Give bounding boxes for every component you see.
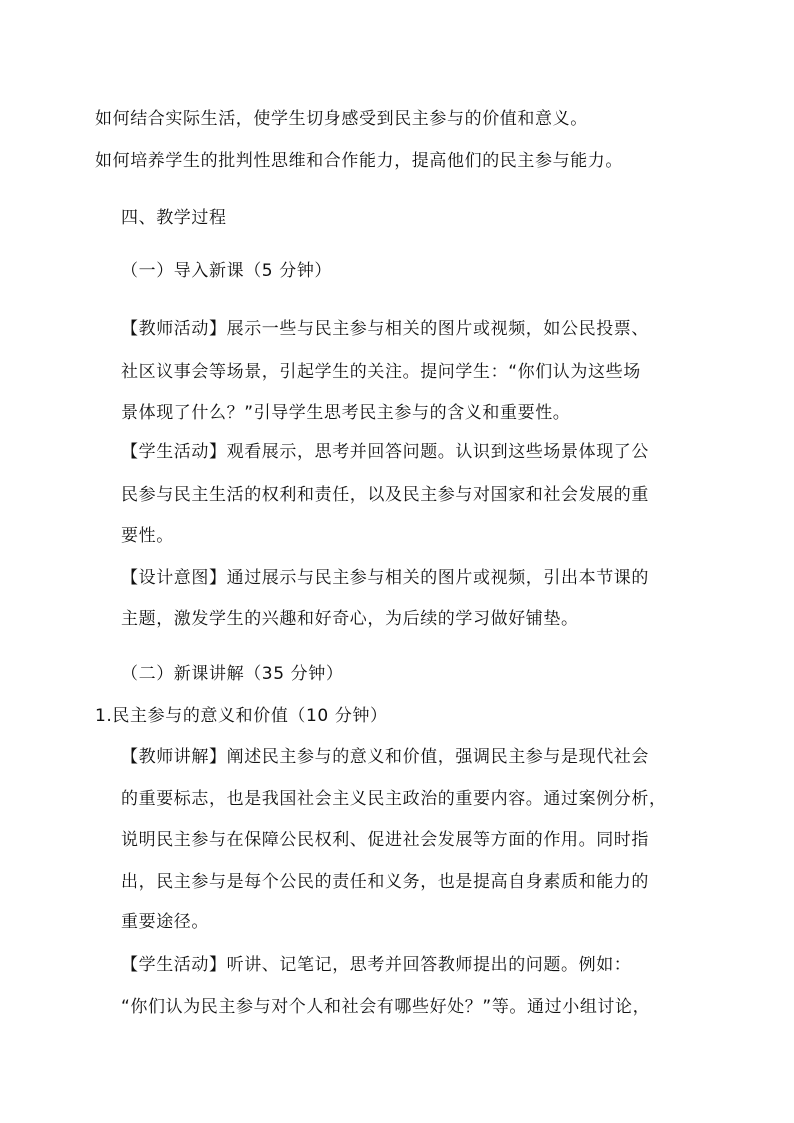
subsection-heading: （一）导入新课（5 分钟） [121, 261, 333, 281]
text-line: 社区议事会等场景，引起学生的关注。提问学生：“你们认为这些场 [121, 362, 641, 382]
text-line: 重要途径。 [121, 912, 209, 932]
text-line: 如何结合实际生活，使学生切身感受到民主参与的价值和意义。 [95, 109, 588, 129]
section-heading: 四、教学过程 [121, 208, 227, 228]
text-line: 【教师讲解】阐述民主参与的意义和价值，强调民主参与是现代社会 [121, 747, 649, 767]
text-line: 如何培养学生的批判性思维和合作能力，提高他们的民主参与能力。 [95, 151, 623, 171]
text-line: 【学生活动】观看展示，思考并回答问题。认识到这些场景体现了公 [121, 442, 649, 462]
subsection-heading: （二）新课讲解（35 分钟） [121, 664, 344, 684]
text-line: 主题，激发学生的兴趣和好奇心，为后续的学习做好铺垫。 [121, 609, 579, 629]
text-line: 出，民主参与是每个公民的责任和义务，也是提高自身素质和能力的 [121, 872, 649, 892]
text-line: 说明民主参与在保障公民权利、促进社会发展等方面的作用。同时指 [121, 830, 649, 850]
text-line: “你们认为民主参与对个人和社会有哪些好处？”等。通过小组讨论， [121, 997, 651, 1017]
text-line: 的重要标志，也是我国社会主义民主政治的重要内容。通过案例分析， [121, 789, 667, 809]
text-line: 【教师活动】展示一些与民主参与相关的图片或视频，如公民投票、 [121, 319, 649, 339]
text-line: 要性。 [121, 526, 174, 546]
text-line: 【学生活动】听讲、记笔记，思考并回答教师提出的问题。例如： [121, 955, 632, 975]
text-line: 景体现了什么？”引导学生思考民主参与的含义和重要性。 [121, 403, 571, 423]
text-line: 民参与民主生活的权利和责任，以及民主参与对国家和社会发展的重 [121, 485, 649, 505]
numbered-heading: 1.民主参与的意义和价值（10 分钟） [95, 706, 388, 726]
text-line: 【设计意图】通过展示与民主参与相关的图片或视频，引出本节课的 [121, 568, 649, 588]
